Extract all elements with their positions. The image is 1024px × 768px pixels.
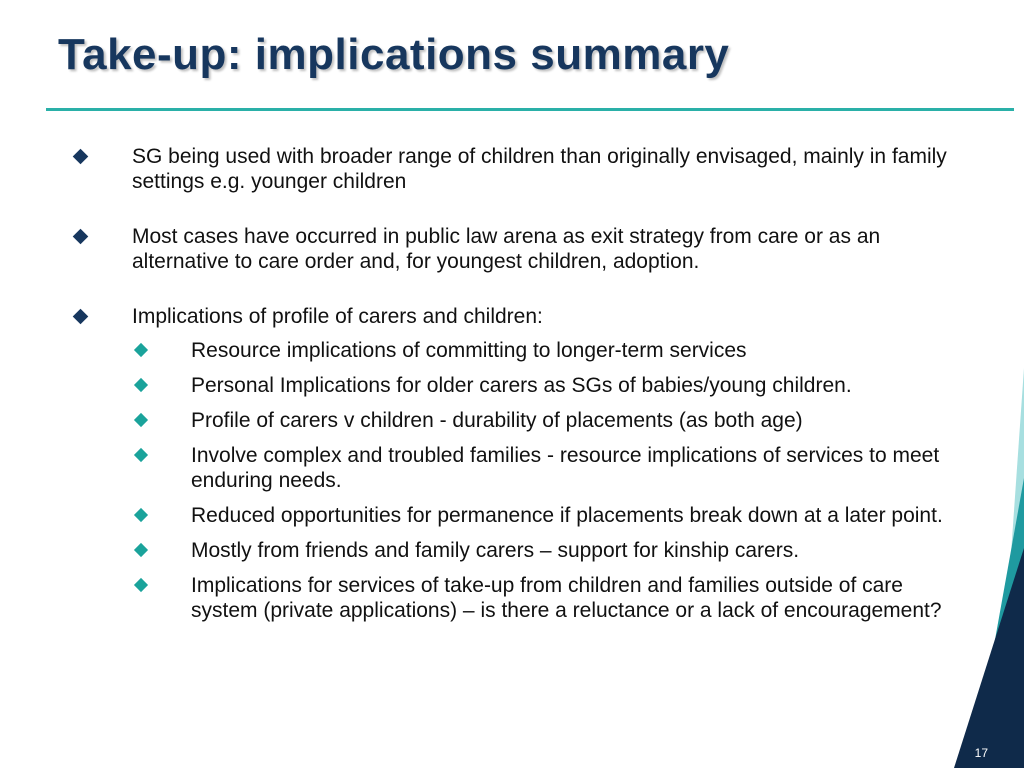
diamond-bullet-icon bbox=[134, 378, 148, 392]
diamond-bullet-icon bbox=[134, 343, 148, 357]
diamond-bullet-icon bbox=[134, 543, 148, 557]
sub-bullet-item bbox=[0, 408, 980, 433]
title-divider bbox=[46, 108, 1014, 111]
diamond-bullet-icon bbox=[134, 413, 148, 427]
slide-number: 17 bbox=[974, 746, 988, 760]
diamond-bullet-icon bbox=[134, 508, 148, 522]
sub-bullet-text: Resource implications of committing to longer-term services bbox=[191, 339, 747, 362]
bullet-text: SG being used with broader range of children than originally envisaged, mainly in family settings e.g. younger children bbox=[132, 145, 947, 193]
corner-dark-stripe bbox=[954, 548, 1024, 768]
diamond-bullet-icon bbox=[73, 149, 89, 165]
bullet-item bbox=[0, 304, 980, 329]
sub-bullet-text: Personal Implications for older carers as SGs of babies/young children. bbox=[191, 374, 852, 397]
corner-decoration bbox=[954, 368, 1024, 768]
sub-bullet-item bbox=[0, 573, 980, 623]
sub-bullet-item bbox=[0, 338, 980, 363]
diamond-bullet-icon bbox=[134, 448, 148, 462]
sub-bullet-text: Reduced opportunities for permanence if placements break down at a later point. bbox=[191, 504, 943, 527]
bullet-list bbox=[0, 144, 980, 633]
diamond-bullet-icon bbox=[73, 309, 89, 325]
sub-bullet-item bbox=[0, 538, 980, 563]
diamond-bullet-icon bbox=[73, 229, 89, 245]
sub-bullet-item bbox=[0, 373, 980, 398]
bullet-text: Most cases have occurred in public law arena as exit strategy from care or as an alternative to care order and, for youngest children, adoption. bbox=[132, 225, 881, 273]
sub-bullet-text: Involve complex and troubled families - resource implications of services to meet enduring needs. bbox=[191, 444, 940, 492]
bullet-text: Implications of profile of carers and children: bbox=[132, 305, 543, 328]
slide-title: Take-up: implications summary bbox=[58, 30, 730, 79]
bullet-item bbox=[0, 224, 980, 274]
sub-bullet-item bbox=[0, 503, 980, 528]
bullet-item bbox=[0, 144, 980, 194]
diamond-bullet-icon bbox=[134, 578, 148, 592]
sub-bullet-text: Profile of carers v children - durability of placements (as both age) bbox=[191, 409, 803, 432]
sub-bullet-text: Mostly from friends and family carers – support for kinship carers. bbox=[191, 539, 800, 562]
sub-bullet-text: Implications for services of take-up from children and families outside of care system (private applications) – is there a reluctance or a lack of encouragement? bbox=[191, 574, 942, 622]
sub-bullet-item bbox=[0, 443, 980, 493]
